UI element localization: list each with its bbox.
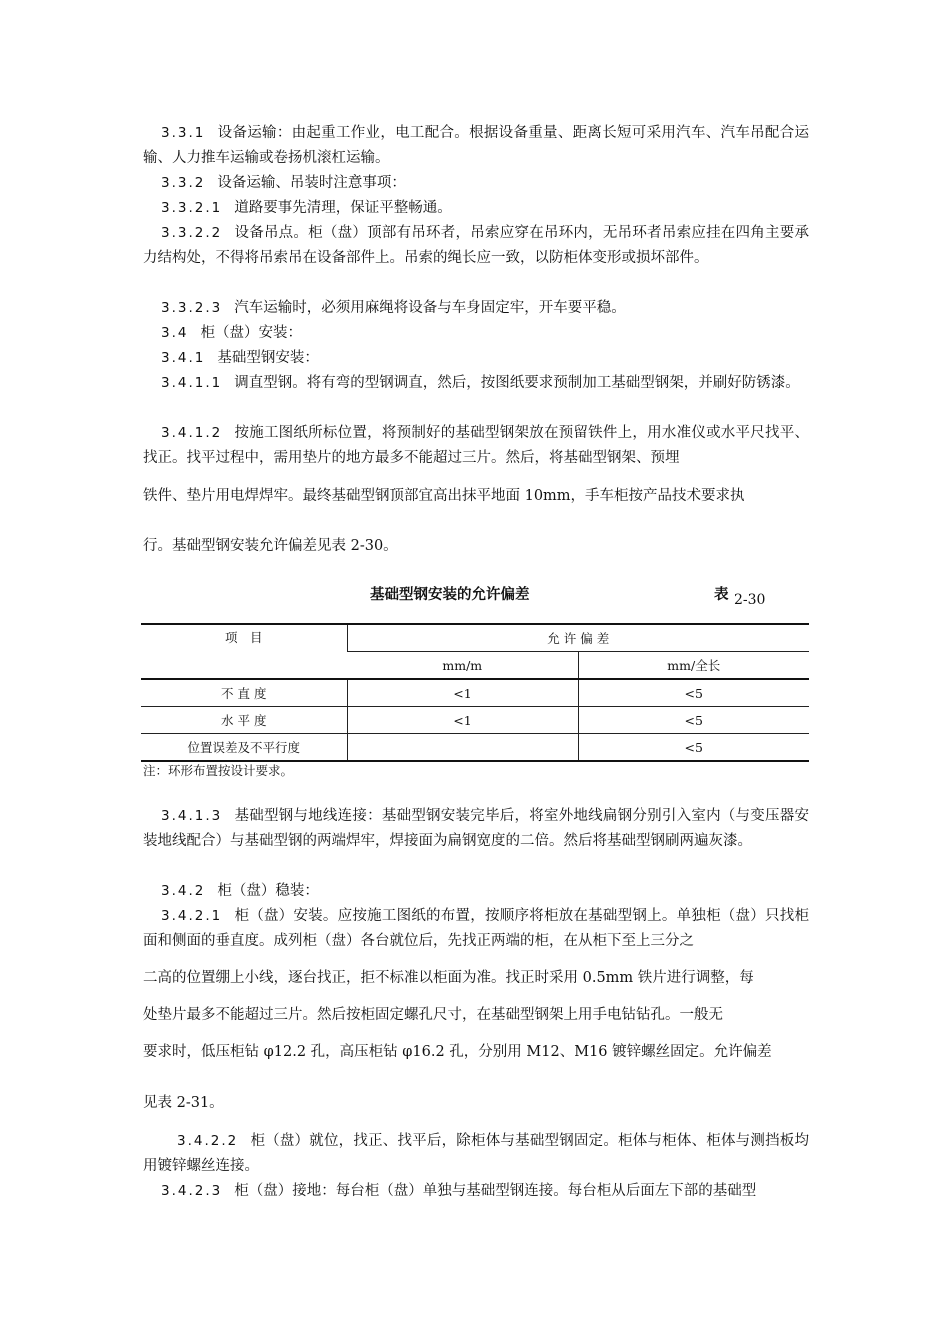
unit-per-meter: mm/m [347, 652, 578, 680]
row-value-full-length: <5 [578, 707, 809, 734]
row-item: 不 直 度 [141, 679, 347, 707]
para-3-4-1-2: 3.4.1.2 按施工图纸所标位置，将预制好的基础型钢架放在预留铁件上，用水准仪或水平尺找平、找正。找平过程中，需用垫片的地方最多不能超过三片。然后，将基础型钢架、预埋 [143, 425, 809, 466]
para-3-4-2-3: 3.4.2.3 柜（盘）接地：每台柜（盘）单独与基础型钢连接。每台柜从后面左下部的基础型 [161, 1183, 757, 1199]
para-3-3-2-3: 3.3.2.3 汽车运输时，必须用麻绳将设备与车身固定牢，开车要平稳。 [161, 300, 626, 316]
para-3-4-2: 3.4.2 柜（盘）稳装： [161, 883, 319, 899]
row-item: 位置误差及不平行度 [141, 734, 347, 762]
para-3-4-2-2: 3.4.2.2 柜（盘）就位，找正、找平后，除柜体与基础型钢固定。柜体与柜体、柜体与测挡板均用镀锌螺丝连接。 [143, 1133, 809, 1174]
header-tolerance: 允 许 偏 差 [347, 624, 809, 652]
para-3-4-2-1-line3: 二高的位置绷上小线，逐台找正，拒不标准以柜面为准。找正时采用 0.5mm 铁片进行调整，每 [143, 970, 754, 986]
row-value-per-meter [347, 734, 578, 762]
row-value-per-meter: <1 [347, 679, 578, 707]
para-3-4-2-1-line6: 见表 2-31。 [143, 1095, 224, 1111]
para-3-4-1-1: 3.4.1.1 调直型钢。将有弯的型钢调直，然后，按图纸要求预制加工基础型钢架，并刷好防锈漆。 [161, 375, 800, 391]
para-3-4-2-1-line5: 要求时，低压柜钻 φ12.2 孔，高压柜钻 φ16.2 孔，分别用 M12、M16 镀锌螺丝固定。允许偏差 [143, 1044, 772, 1060]
table-number-prefix: 表 [714, 587, 729, 603]
para-3-3-2-2: 3.3.2.2 设备吊点。柜（盘）顶部有吊环者，吊索应穿在吊环内，无吊环者吊索应挂在四角主要承力结构处，不得将吊索吊在设备部件上。吊索的绳长应一致，以防柜体变形或损坏部件。 [143, 225, 809, 266]
unit-full-length: mm/全长 [578, 652, 809, 680]
table-header-row [141, 624, 809, 652]
row-item: 水 平 度 [141, 707, 347, 734]
tolerance-table [141, 623, 809, 762]
para-3-3-1: 3.3.1 设备运输：由起重工作业，电工配合。根据设备重量、距离长短可采用汽车、汽车吊配合运输、人力推车运输或卷扬机滚杠运输。 [143, 125, 809, 166]
para-3-4: 3.4 柜（盘）安装： [161, 325, 302, 341]
para-3-4-2-1: 3.4.2.1 柜（盘）安装。应按施工图纸的布置，按顺序将柜放在基础型钢上。单独柜（盘）只找柜面和侧面的垂直度。成列柜（盘）各台就位后，先找正两端的柜，在从柜下至上三分之 [143, 908, 809, 949]
table-row [141, 707, 809, 734]
table-title: 基础型钢安装的允许偏差 [370, 587, 530, 603]
para-3-4-1-2-line4: 行。基础型钢安装允许偏差见表 2-30。 [143, 538, 398, 554]
row-value-per-meter: <1 [347, 707, 578, 734]
para-3-3-2: 3.3.2 设备运输、吊装时注意事项： [161, 175, 406, 191]
para-3-3-2-1: 3.3.2.1 道路要事先清理，保证平整畅通。 [161, 200, 452, 216]
table-note: 注：环形布置按设计要求。 [143, 763, 294, 778]
para-3-4-1-3: 3.4.1.3 基础型钢与地线连接：基础型钢安装完毕后，将室外地线扁钢分别引入室内（与变压器安装地线配合）与基础型钢的两端焊牢，焊接面为扁钢宽度的二倍。然后将基础型钢刷两遍灰漆。 [143, 808, 809, 849]
para-3-4-1: 3.4.1 基础型钢安装： [161, 350, 319, 366]
header-item: 项 目 [141, 624, 347, 679]
table-row [141, 734, 809, 762]
table-number: 2-30 [734, 592, 766, 608]
para-3-4-2-1-line4: 处垫片最多不能超过三片。然后按柜固定螺孔尺寸，在基础型钢架上用手电钻钻孔。一般无 [143, 1007, 723, 1023]
row-value-full-length: <5 [578, 734, 809, 762]
table-row [141, 679, 809, 707]
para-3-4-1-2-line3: 铁件、垫片用电焊焊牢。最终基础型钢顶部宜高出抹平地面 10mm，手车柜按产品技术要求执 [143, 488, 745, 504]
row-value-full-length: <5 [578, 679, 809, 707]
